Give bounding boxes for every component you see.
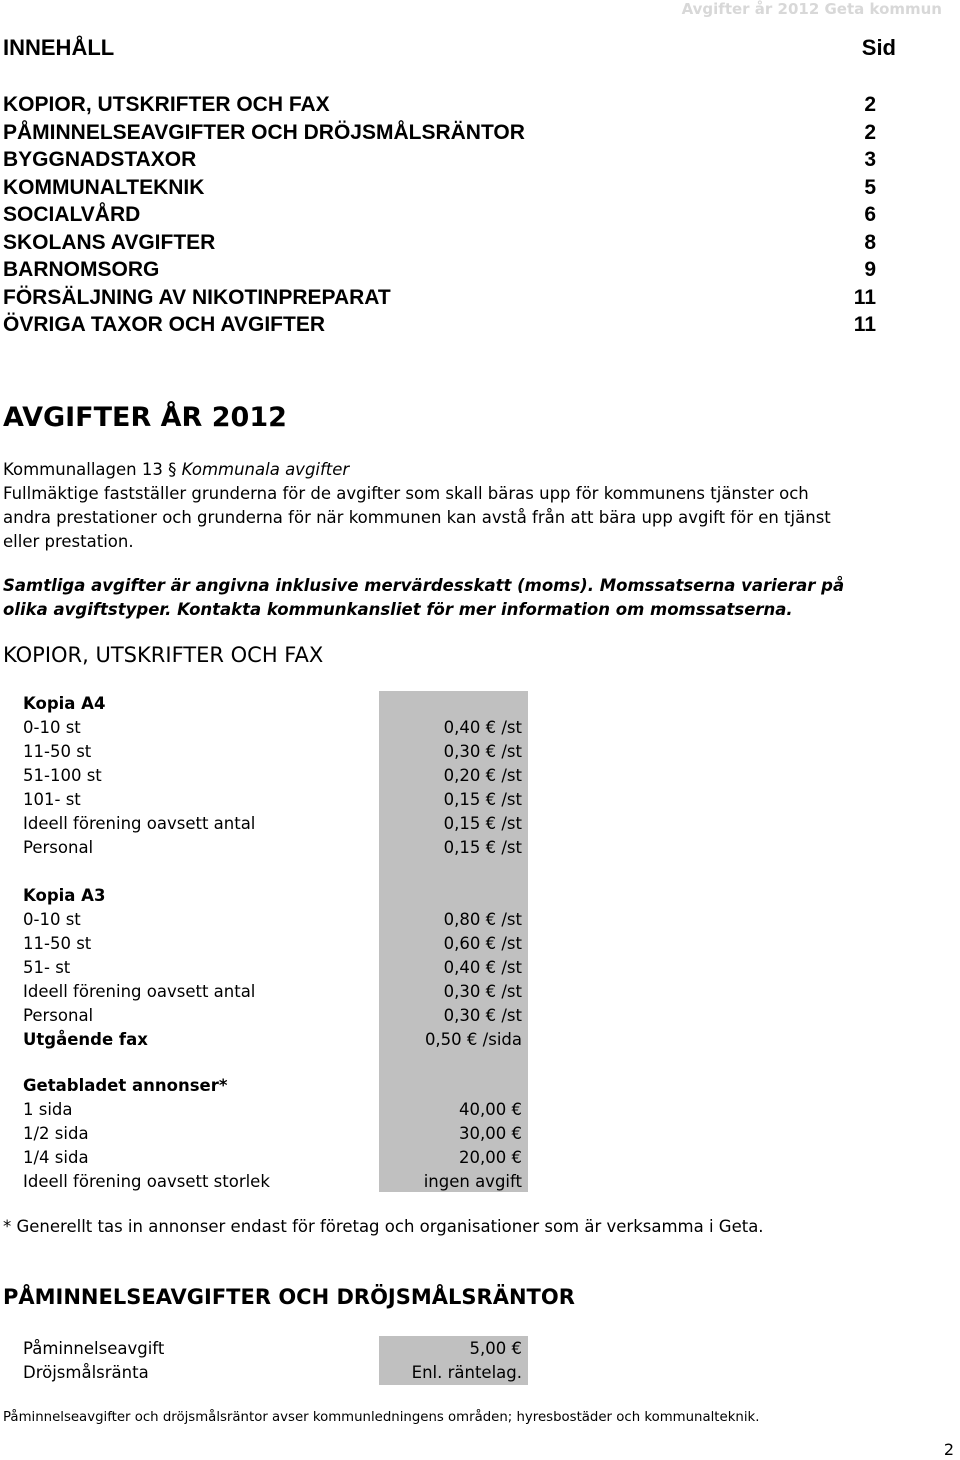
toc-item-page: 11 bbox=[853, 285, 876, 309]
toc-list bbox=[3, 91, 876, 339]
toc-item-page: 5 bbox=[864, 175, 876, 199]
toc-item[interactable] bbox=[3, 229, 876, 257]
row-label: 1 sida bbox=[23, 1100, 73, 1119]
table-row bbox=[23, 1146, 528, 1170]
table-row bbox=[23, 1361, 528, 1385]
row-label: 0-10 st bbox=[23, 718, 81, 737]
table-row bbox=[23, 740, 528, 764]
price-table-a3 bbox=[23, 884, 528, 1052]
running-header: Avgifter år 2012 Geta kommun bbox=[681, 0, 942, 18]
intro-line: andra prestationer och grunderna för när kommunen kan avstå från att bära upp avgift för en tjänst bbox=[3, 508, 831, 527]
table-row bbox=[23, 764, 528, 788]
row-label: Ideell förening oavsett antal bbox=[23, 982, 256, 1001]
vat-note-line: Samtliga avgifter är angivna inklusive mervärdesskatt (moms). Momssatserna varierar på bbox=[3, 576, 845, 595]
row-price: 0,15 € /st bbox=[443, 814, 522, 833]
row-price: 0,30 € /st bbox=[443, 982, 522, 1001]
table-row bbox=[23, 956, 528, 980]
section-heading-kopior: KOPIOR, UTSKRIFTER OCH FAX bbox=[3, 643, 324, 667]
row-label: 11-50 st bbox=[23, 742, 92, 761]
table-row bbox=[23, 1098, 528, 1122]
row-price: 0,30 € /st bbox=[443, 742, 522, 761]
main-heading: AVGIFTER ÅR 2012 bbox=[3, 402, 287, 433]
table-row bbox=[23, 836, 528, 860]
toc-item-title: FÖRSÄLJNING AV NIKOTINPREPARAT bbox=[3, 285, 391, 309]
price-table-getabladet bbox=[23, 1074, 528, 1194]
law-prefix: Kommunallagen 13 bbox=[3, 460, 169, 479]
row-price: Enl. räntelag. bbox=[411, 1363, 522, 1382]
toc-item-page: 6 bbox=[864, 203, 876, 226]
fax-price: 0,50 € /sida bbox=[424, 1030, 522, 1049]
row-price: 40,00 € bbox=[459, 1100, 522, 1119]
toc-item[interactable] bbox=[3, 284, 876, 312]
table-row bbox=[23, 1004, 528, 1028]
toc-item-page: 3 bbox=[864, 148, 876, 171]
row-price: 0,60 € /st bbox=[443, 934, 522, 953]
paminnelse-note: Påminnelseavgifter och dröjsmålsräntor avser kommunledningens områden; hyresbostäder och kommunalteknik. bbox=[3, 1410, 760, 1425]
toc-item-page: 9 bbox=[864, 258, 876, 281]
advert-footnote: * Generellt tas in annonser endast för företag och organisationer som är verksamma i Geta. bbox=[3, 1217, 764, 1236]
toc-item-title: KOMMUNALTEKNIK bbox=[3, 175, 205, 199]
toc-item-page: 2 bbox=[864, 120, 876, 144]
row-label: Dröjsmålsränta bbox=[23, 1363, 149, 1382]
row-price: 0,15 € /st bbox=[443, 838, 522, 857]
toc-heading-row bbox=[3, 35, 896, 65]
row-price: 30,00 € bbox=[459, 1124, 522, 1143]
toc-item[interactable] bbox=[3, 311, 876, 339]
table-row bbox=[23, 980, 528, 1004]
toc-item-title: ÖVRIGA TAXOR OCH AVGIFTER bbox=[3, 313, 326, 336]
row-label: 0-10 st bbox=[23, 910, 81, 929]
row-price: ingen avgift bbox=[423, 1172, 522, 1191]
table-section-title: Kopia A3 bbox=[23, 886, 106, 905]
fax-label: Utgående fax bbox=[23, 1030, 148, 1049]
toc-item[interactable] bbox=[3, 119, 876, 147]
intro-line: eller prestation. bbox=[3, 532, 134, 551]
toc-item-title: BARNOMSORG bbox=[3, 258, 160, 281]
row-label: Ideell förening oavsett storlek bbox=[23, 1172, 270, 1191]
row-price: 0,40 € /st bbox=[443, 718, 522, 737]
row-price: 20,00 € bbox=[459, 1148, 522, 1167]
row-price: 0,30 € /st bbox=[443, 1006, 522, 1025]
table-row bbox=[23, 1170, 528, 1194]
vat-note bbox=[3, 574, 958, 622]
table-row bbox=[23, 1337, 528, 1361]
toc-item-page: 2 bbox=[864, 93, 876, 116]
toc-item[interactable] bbox=[3, 256, 876, 284]
table-section-title: Kopia A4 bbox=[23, 694, 106, 713]
toc-item-title: KOPIOR, UTSKRIFTER OCH FAX bbox=[3, 93, 330, 116]
row-price: 0,80 € /st bbox=[443, 910, 522, 929]
row-price: 0,15 € /st bbox=[443, 790, 522, 809]
toc-item-title: BYGGNADSTAXOR bbox=[3, 148, 197, 171]
toc-item[interactable] bbox=[3, 146, 876, 174]
row-label: 51-100 st bbox=[23, 766, 102, 785]
intro-paragraph bbox=[3, 458, 958, 554]
row-label: Ideell förening oavsett antal bbox=[23, 814, 256, 833]
price-table-paminnelse bbox=[23, 1337, 528, 1385]
row-label: 101- st bbox=[23, 790, 81, 809]
toc-item-title: SOCIALVÅRD bbox=[3, 203, 141, 226]
section-heading-paminnelse: PÅMINNELSEAVGIFTER OCH DRÖJSMÅLSRÄNTOR bbox=[3, 1285, 575, 1309]
price-table-a4 bbox=[23, 692, 528, 860]
toc-item[interactable] bbox=[3, 174, 876, 202]
table-row bbox=[23, 788, 528, 812]
section-sign: § bbox=[168, 460, 177, 479]
table-row bbox=[23, 1122, 528, 1146]
vat-note-line: olika avgiftstyper. Kontakta kommunkansliet för mer information om momssatserna. bbox=[3, 600, 793, 619]
toc-item-page: 8 bbox=[864, 230, 876, 254]
row-label: 51- st bbox=[23, 958, 71, 977]
table-section-title: Getabladet annonser* bbox=[23, 1076, 228, 1095]
row-label: 1/2 sida bbox=[23, 1124, 89, 1143]
table-row bbox=[23, 908, 528, 932]
page-number: 2 bbox=[943, 1440, 954, 1459]
row-price: 0,40 € /st bbox=[443, 958, 522, 977]
table-row bbox=[23, 716, 528, 740]
table-row-fax bbox=[23, 1028, 528, 1052]
toc-item[interactable] bbox=[3, 91, 876, 119]
row-label: Påminnelseavgift bbox=[23, 1339, 165, 1358]
toc-item[interactable] bbox=[3, 201, 876, 229]
toc-item-page: 11 bbox=[853, 313, 876, 336]
toc-item-title: PÅMINNELSEAVGIFTER OCH DRÖJSMÅLSRÄNTOR bbox=[3, 120, 525, 144]
row-label: 1/4 sida bbox=[23, 1148, 89, 1167]
row-label: Personal bbox=[23, 838, 94, 857]
law-reference-line bbox=[3, 458, 958, 482]
row-label: Personal bbox=[23, 1006, 94, 1025]
table-row bbox=[23, 932, 528, 956]
toc-page-column-heading: Sid bbox=[861, 35, 896, 60]
row-price: 5,00 € bbox=[469, 1339, 522, 1358]
table-row bbox=[23, 812, 528, 836]
row-price: 0,20 € /st bbox=[443, 766, 522, 785]
law-title: Kommunala avgifter bbox=[181, 460, 350, 479]
toc-heading: INNEHÅLL bbox=[3, 35, 115, 60]
toc-item-title: SKOLANS AVGIFTER bbox=[3, 230, 216, 254]
intro-line: Fullmäktige fastställer grunderna för de avgifter som skall bäras upp för kommunens tjänster och bbox=[3, 484, 809, 503]
row-label: 11-50 st bbox=[23, 934, 92, 953]
